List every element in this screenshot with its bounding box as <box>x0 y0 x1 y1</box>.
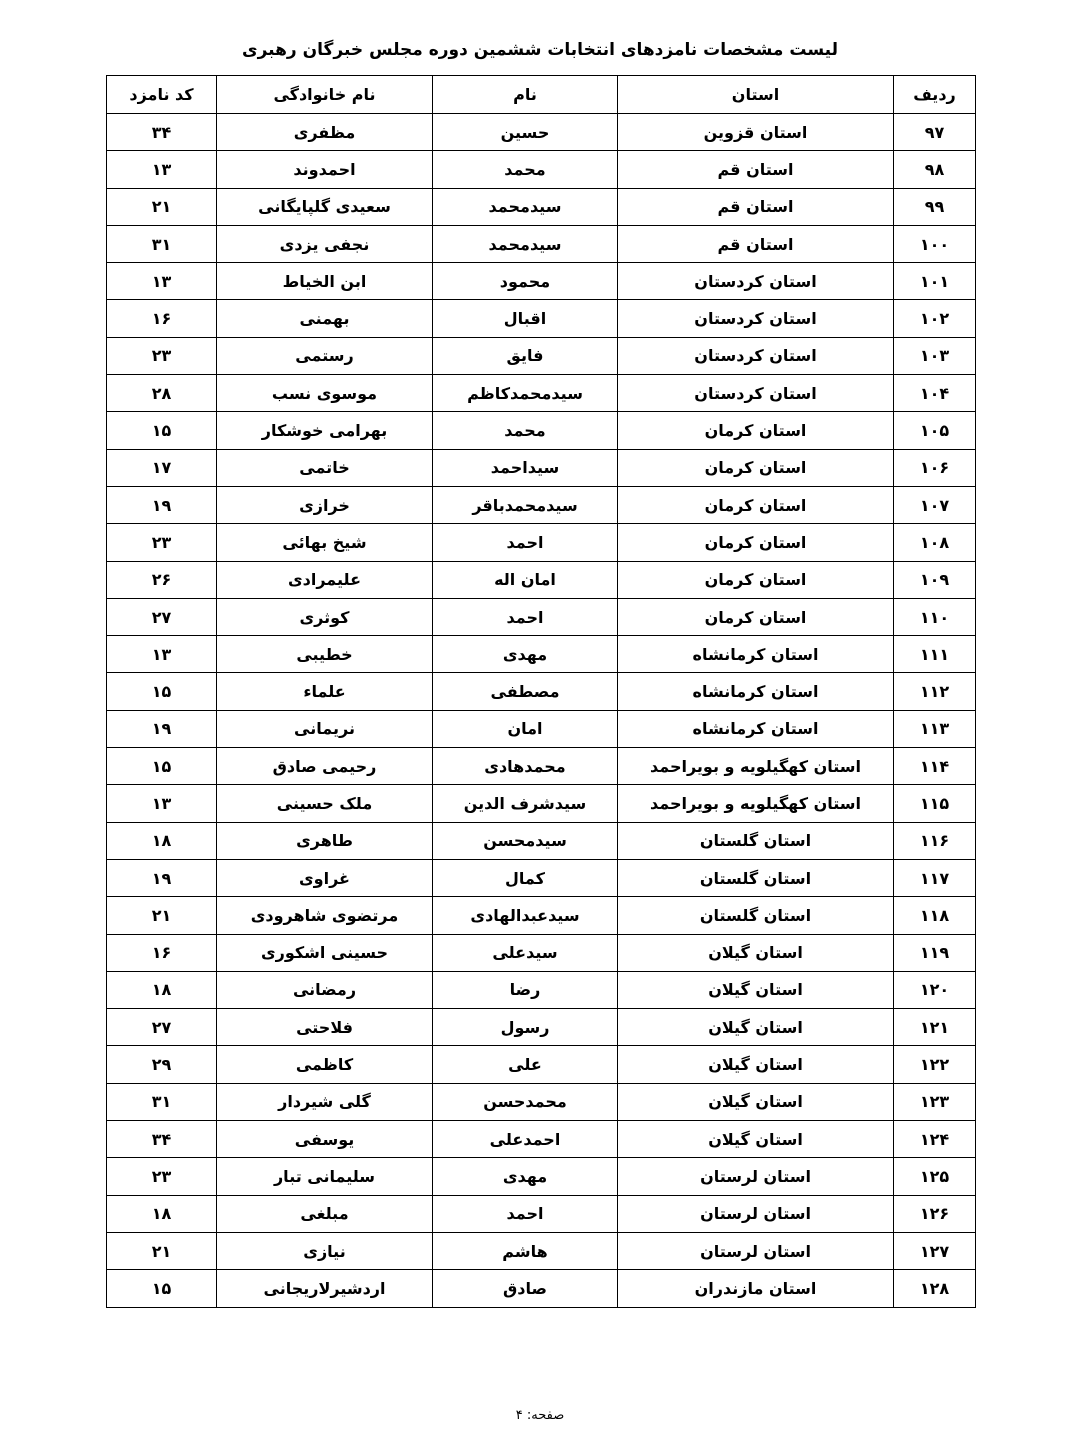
cell-last-name: خرازی <box>217 486 433 523</box>
cell-first-name: سیدعلی <box>433 934 618 971</box>
cell-first-name: اقبال <box>433 300 618 337</box>
page-title: لیست مشخصات نامزدهای انتخابات ششمین دوره مجلس خبرگان رهبری <box>242 40 838 60</box>
cell-province: استان گیلان <box>618 1009 894 1046</box>
cell-row-number: ۱۱۰ <box>894 598 976 635</box>
cell-first-name: احمد <box>433 524 618 561</box>
table-row <box>107 337 976 374</box>
table-row <box>107 375 976 412</box>
cell-row-number: ۱۱۲ <box>894 673 976 710</box>
cell-row-number: ۹۸ <box>894 151 976 188</box>
header-last-name: نام خانوادگی <box>217 76 433 114</box>
cell-province: استان قزوین <box>618 114 894 151</box>
cell-candidate-code: ۱۵ <box>107 673 217 710</box>
cell-last-name: غراوی <box>217 859 433 896</box>
cell-last-name: سعیدی گلپایگانی <box>217 188 433 225</box>
cell-row-number: ۱۰۱ <box>894 263 976 300</box>
table-row <box>107 263 976 300</box>
cell-row-number: ۱۱۷ <box>894 859 976 896</box>
table-row <box>107 822 976 859</box>
cell-province: استان کردستان <box>618 375 894 412</box>
cell-province: استان کردستان <box>618 337 894 374</box>
cell-candidate-code: ۱۸ <box>107 1195 217 1232</box>
cell-row-number: ۹۹ <box>894 188 976 225</box>
cell-first-name: کمال <box>433 859 618 896</box>
cell-first-name: محمدهادی <box>433 748 618 785</box>
page-number: ۴ <box>515 1408 523 1423</box>
table-row <box>107 486 976 523</box>
cell-province: استان لرستان <box>618 1232 894 1269</box>
cell-province: استان کرمان <box>618 412 894 449</box>
cell-last-name: خاتمی <box>217 449 433 486</box>
cell-last-name: شیخ بهائی <box>217 524 433 561</box>
cell-candidate-code: ۱۵ <box>107 748 217 785</box>
table-header-row <box>107 76 976 114</box>
cell-candidate-code: ۳۱ <box>107 225 217 262</box>
cell-row-number: ۱۰۷ <box>894 486 976 523</box>
table-row <box>107 1009 976 1046</box>
cell-candidate-code: ۱۳ <box>107 785 217 822</box>
table-row <box>107 1195 976 1232</box>
cell-province: استان کرمان <box>618 524 894 561</box>
cell-first-name: صادق <box>433 1270 618 1307</box>
cell-candidate-code: ۱۶ <box>107 934 217 971</box>
cell-candidate-code: ۱۳ <box>107 263 217 300</box>
cell-row-number: ۱۲۷ <box>894 1232 976 1269</box>
cell-province: استان مازندران <box>618 1270 894 1307</box>
cell-last-name: نیازی <box>217 1232 433 1269</box>
cell-candidate-code: ۲۶ <box>107 561 217 598</box>
cell-last-name: ملک حسینی <box>217 785 433 822</box>
cell-last-name: گلی شیردار <box>217 1083 433 1120</box>
cell-row-number: ۱۱۵ <box>894 785 976 822</box>
cell-last-name: مظفری <box>217 114 433 151</box>
cell-province: استان گیلان <box>618 1121 894 1158</box>
header-candidate-code: کد نامزد <box>107 76 217 114</box>
cell-province: استان لرستان <box>618 1158 894 1195</box>
cell-row-number: ۱۱۴ <box>894 748 976 785</box>
cell-first-name: سیدمحمدکاظم <box>433 375 618 412</box>
table-row <box>107 934 976 971</box>
cell-first-name: محمدحسن <box>433 1083 618 1120</box>
cell-row-number: ۱۱۸ <box>894 897 976 934</box>
cell-candidate-code: ۱۳ <box>107 636 217 673</box>
cell-first-name: حسین <box>433 114 618 151</box>
cell-row-number: ۱۲۱ <box>894 1009 976 1046</box>
cell-row-number: ۱۰۰ <box>894 225 976 262</box>
cell-first-name: مهدی <box>433 636 618 673</box>
cell-candidate-code: ۱۵ <box>107 1270 217 1307</box>
table-row <box>107 524 976 561</box>
cell-province: استان قم <box>618 188 894 225</box>
cell-last-name: رستمی <box>217 337 433 374</box>
cell-candidate-code: ۳۴ <box>107 114 217 151</box>
cell-first-name: مهدی <box>433 1158 618 1195</box>
table-row <box>107 561 976 598</box>
cell-candidate-code: ۳۴ <box>107 1121 217 1158</box>
cell-province: استان گلستان <box>618 822 894 859</box>
cell-last-name: احمدوند <box>217 151 433 188</box>
cell-province: استان قم <box>618 225 894 262</box>
header-first-name: نام <box>433 76 618 114</box>
cell-row-number: ۱۱۹ <box>894 934 976 971</box>
cell-province: استان کرمان <box>618 449 894 486</box>
cell-province: استان کرمان <box>618 561 894 598</box>
cell-candidate-code: ۱۵ <box>107 412 217 449</box>
cell-first-name: محمد <box>433 412 618 449</box>
table-row <box>107 673 976 710</box>
cell-first-name: رضا <box>433 971 618 1008</box>
table-row <box>107 449 976 486</box>
cell-first-name: فایق <box>433 337 618 374</box>
cell-candidate-code: ۲۸ <box>107 375 217 412</box>
cell-first-name: سیدمحمدباقر <box>433 486 618 523</box>
cell-row-number: ۱۰۴ <box>894 375 976 412</box>
cell-candidate-code: ۱۹ <box>107 486 217 523</box>
cell-province: استان گلستان <box>618 897 894 934</box>
cell-province: استان کهگیلویه و بویراحمد <box>618 748 894 785</box>
cell-candidate-code: ۱۸ <box>107 971 217 1008</box>
cell-province: استان کرمانشاه <box>618 710 894 747</box>
cell-row-number: ۱۱۶ <box>894 822 976 859</box>
cell-row-number: ۱۰۹ <box>894 561 976 598</box>
cell-province: استان گیلان <box>618 971 894 1008</box>
table-row <box>107 859 976 896</box>
page-label: صفحه: <box>526 1408 565 1423</box>
cell-last-name: مرتضوی شاهرودی <box>217 897 433 934</box>
cell-first-name: علی <box>433 1046 618 1083</box>
cell-row-number: ۱۲۲ <box>894 1046 976 1083</box>
cell-row-number: ۱۰۲ <box>894 300 976 337</box>
cell-last-name: فلاحتی <box>217 1009 433 1046</box>
cell-first-name: محمد <box>433 151 618 188</box>
cell-first-name: سیدمحسن <box>433 822 618 859</box>
cell-last-name: بهمنی <box>217 300 433 337</box>
table-row <box>107 1083 976 1120</box>
cell-last-name: خطیبی <box>217 636 433 673</box>
table-row <box>107 971 976 1008</box>
cell-last-name: سلیمانی تبار <box>217 1158 433 1195</box>
cell-row-number: ۹۷ <box>894 114 976 151</box>
cell-candidate-code: ۲۹ <box>107 1046 217 1083</box>
cell-first-name: مصطفی <box>433 673 618 710</box>
cell-row-number: ۱۲۸ <box>894 1270 976 1307</box>
cell-province: استان کرمانشاه <box>618 673 894 710</box>
cell-row-number: ۱۱۱ <box>894 636 976 673</box>
cell-first-name: سیدمحمد <box>433 225 618 262</box>
cell-province: استان کردستان <box>618 300 894 337</box>
header-province: استان <box>618 76 894 114</box>
table-row <box>107 1046 976 1083</box>
cell-province: استان گلستان <box>618 859 894 896</box>
page-footer <box>0 1408 1080 1423</box>
cell-row-number: ۱۰۵ <box>894 412 976 449</box>
cell-last-name: علماء <box>217 673 433 710</box>
header-row-number: ردیف <box>894 76 976 114</box>
cell-row-number: ۱۲۰ <box>894 971 976 1008</box>
table-row <box>107 897 976 934</box>
table-row <box>107 748 976 785</box>
cell-province: استان کهگیلویه و بویراحمد <box>618 785 894 822</box>
cell-first-name: سیدمحمد <box>433 188 618 225</box>
table-row <box>107 114 976 151</box>
cell-candidate-code: ۲۳ <box>107 1158 217 1195</box>
cell-first-name: امان اله <box>433 561 618 598</box>
cell-province: استان کردستان <box>618 263 894 300</box>
cell-last-name: نریمانی <box>217 710 433 747</box>
table-row <box>107 1121 976 1158</box>
cell-last-name: ابن الخیاط <box>217 263 433 300</box>
cell-candidate-code: ۳۱ <box>107 1083 217 1120</box>
cell-first-name: امان <box>433 710 618 747</box>
cell-last-name: رحیمی صادق <box>217 748 433 785</box>
cell-first-name: احمدعلی <box>433 1121 618 1158</box>
cell-row-number: ۱۰۸ <box>894 524 976 561</box>
table-row <box>107 300 976 337</box>
cell-last-name: علیمرادی <box>217 561 433 598</box>
table-row <box>107 1158 976 1195</box>
cell-last-name: اردشیرلاریجانی <box>217 1270 433 1307</box>
cell-row-number: ۱۲۳ <box>894 1083 976 1120</box>
cell-row-number: ۱۲۵ <box>894 1158 976 1195</box>
cell-candidate-code: ۲۱ <box>107 897 217 934</box>
cell-candidate-code: ۲۱ <box>107 188 217 225</box>
cell-first-name: محمود <box>433 263 618 300</box>
cell-last-name: طاهری <box>217 822 433 859</box>
cell-first-name: احمد <box>433 1195 618 1232</box>
cell-last-name: یوسفی <box>217 1121 433 1158</box>
cell-last-name: موسوی نسب <box>217 375 433 412</box>
cell-province: استان لرستان <box>618 1195 894 1232</box>
cell-row-number: ۱۰۶ <box>894 449 976 486</box>
cell-candidate-code: ۲۱ <box>107 1232 217 1269</box>
table-row <box>107 225 976 262</box>
cell-row-number: ۱۱۳ <box>894 710 976 747</box>
table-row <box>107 412 976 449</box>
cell-candidate-code: ۲۳ <box>107 337 217 374</box>
cell-first-name: احمد <box>433 598 618 635</box>
cell-row-number: ۱۲۴ <box>894 1121 976 1158</box>
cell-province: استان گیلان <box>618 934 894 971</box>
cell-first-name: سیدشرف الدین <box>433 785 618 822</box>
cell-province: استان گیلان <box>618 1083 894 1120</box>
cell-last-name: کوثری <box>217 598 433 635</box>
table-row <box>107 188 976 225</box>
cell-province: استان کرمانشاه <box>618 636 894 673</box>
cell-first-name: رسول <box>433 1009 618 1046</box>
table-row <box>107 710 976 747</box>
cell-candidate-code: ۱۶ <box>107 300 217 337</box>
table-row <box>107 636 976 673</box>
cell-last-name: نجفی یزدی <box>217 225 433 262</box>
cell-candidate-code: ۱۹ <box>107 859 217 896</box>
cell-last-name: حسینی اشکوری <box>217 934 433 971</box>
cell-province: استان کرمان <box>618 598 894 635</box>
cell-row-number: ۱۰۳ <box>894 337 976 374</box>
cell-candidate-code: ۱۷ <box>107 449 217 486</box>
cell-candidate-code: ۲۷ <box>107 598 217 635</box>
cell-province: استان کرمان <box>618 486 894 523</box>
table-body <box>107 114 976 1308</box>
cell-province: استان قم <box>618 151 894 188</box>
table-row <box>107 151 976 188</box>
cell-row-number: ۱۲۶ <box>894 1195 976 1232</box>
cell-first-name: سیدعبدالهادی <box>433 897 618 934</box>
cell-candidate-code: ۱۳ <box>107 151 217 188</box>
cell-candidate-code: ۱۸ <box>107 822 217 859</box>
table-row <box>107 598 976 635</box>
table-row <box>107 785 976 822</box>
cell-last-name: مبلغی <box>217 1195 433 1232</box>
cell-candidate-code: ۲۷ <box>107 1009 217 1046</box>
candidates-table <box>106 75 976 1308</box>
cell-last-name: بهرامی خوشکار <box>217 412 433 449</box>
cell-candidate-code: ۲۳ <box>107 524 217 561</box>
cell-province: استان گیلان <box>618 1046 894 1083</box>
table-row <box>107 1270 976 1307</box>
cell-last-name: کاظمی <box>217 1046 433 1083</box>
cell-candidate-code: ۱۹ <box>107 710 217 747</box>
cell-first-name: هاشم <box>433 1232 618 1269</box>
cell-last-name: رمضانی <box>217 971 433 1008</box>
table-row <box>107 1232 976 1269</box>
cell-first-name: سیداحمد <box>433 449 618 486</box>
